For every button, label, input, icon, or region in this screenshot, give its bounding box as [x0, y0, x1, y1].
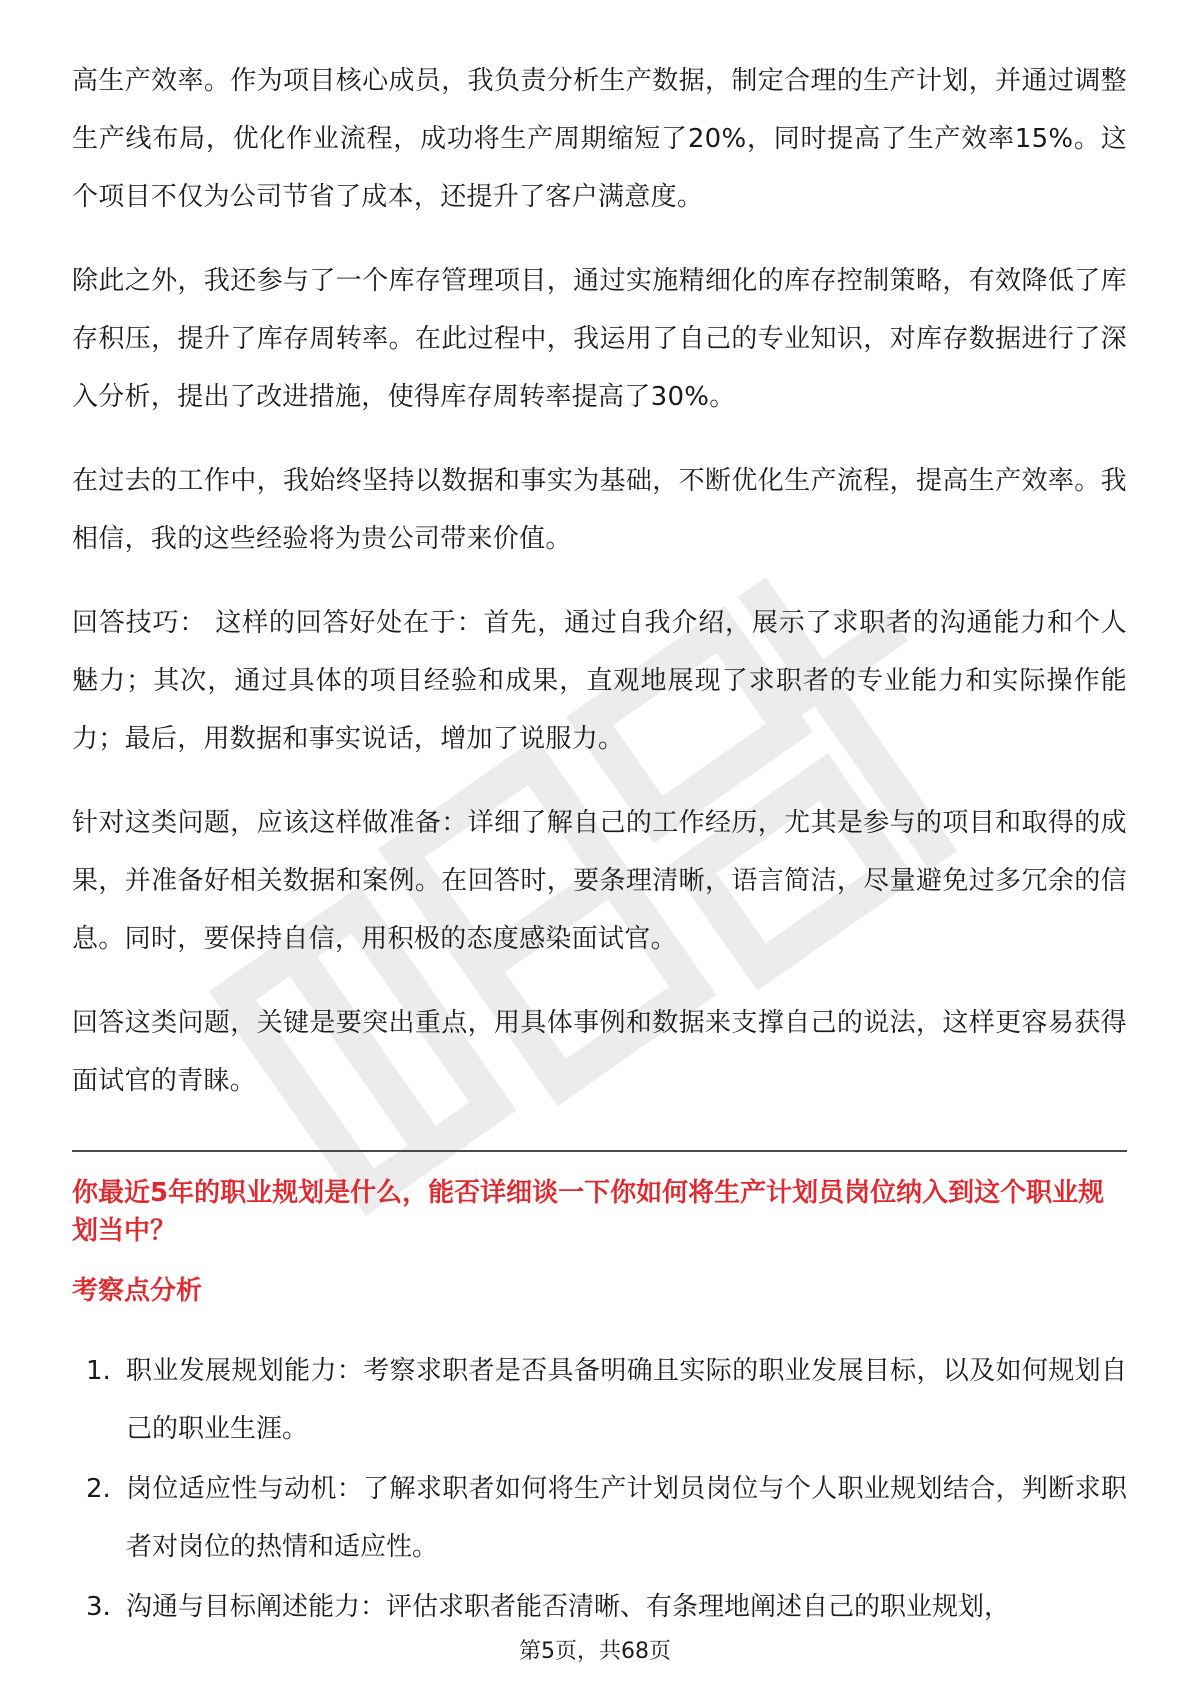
page-number-footer: 第5页，共68页: [519, 1639, 671, 1664]
list-item-text: 职业发展规划能力：考察求职者是否具备明确且实际的职业发展目标，以及如何规划自己的职业生涯。: [126, 1356, 1127, 1444]
paragraph-3: 在过去的工作中，我始终坚持以数据和事实为基础，不断优化生产流程，提高生产效率。我相信，我的这些经验将为贵公司带来价值。: [72, 466, 1127, 554]
list-item: [72, 1342, 1127, 1458]
paragraph-preparation: 针对这类问题，应该这样做准备：详细了解自己的工作经历，尤其是参与的项目和取得的成果，并准备好相关数据和案例。在回答时，要条理清晰，语言简洁，尽量避免过多冗余的信息。同时，要保持自信，用积极的态度感染面试官。: [72, 808, 1127, 954]
analysis-list: [72, 1342, 1127, 1636]
paragraph-key-point: 回答这类问题，关键是要突出重点，用具体事例和数据来支撑自己的说法，这样更容易获得面试官的青睐。: [72, 1008, 1127, 1096]
paragraph-answer-tips: 回答技巧： 这样的回答好处在于：首先，通过自我介绍，展示了求职者的沟通能力和个人魅力；其次，通过具体的项目经验和成果，直观地展现了求职者的专业能力和实际操作能力；最后，用数据和事实说话，增加了说服力。: [72, 608, 1127, 754]
paragraph-2: 除此之外，我还参与了一个库存管理项目，通过实施精细化的库存控制策略，有效降低了库存积压，提升了库存周转率。在此过程中，我运用了自己的专业知识，对库存数据进行了深入分析，提出了改进措施，使得库存周转率提高了30%。: [72, 266, 1127, 412]
document-body: [72, 52, 1127, 1638]
paragraph-1: 高生产效率。作为项目核心成员，我负责分析生产数据，制定合理的生产计划，并通过调整生产线布局，优化作业流程，成功将生产周期缩短了20%，同时提高了生产效率15%。这个项目不仅为公司节省了成本，还提升了客户满意度。: [72, 66, 1127, 212]
section-divider: [72, 1150, 1127, 1152]
interview-question: 你最近5年的职业规划是什么，能否详细谈一下你如何将生产计划员岗位纳入到这个职业规划当中？: [72, 1178, 1105, 1246]
list-item-number: 3.: [86, 1592, 111, 1622]
list-item: [72, 1460, 1127, 1576]
list-item-number: 1.: [86, 1356, 111, 1386]
list-item: [72, 1578, 1127, 1636]
list-item-number: 2.: [86, 1474, 111, 1504]
list-item-text: 沟通与目标阐述能力：评估求职者能否清晰、有条理地阐述自己的职业规划，: [126, 1592, 1011, 1622]
analysis-heading: 考察点分析: [72, 1276, 203, 1306]
list-item-text: 岗位适应性与动机：了解求职者如何将生产计划员岗位与个人职业规划结合，判断求职者对岗位的热情和适应性。: [126, 1474, 1127, 1562]
